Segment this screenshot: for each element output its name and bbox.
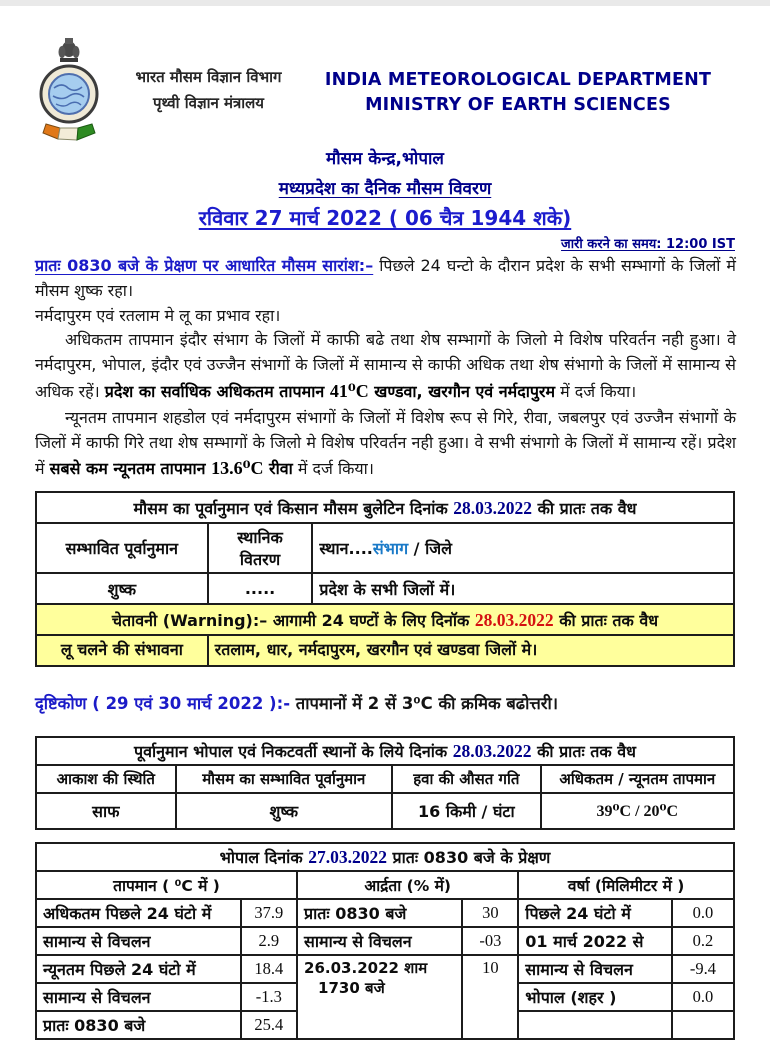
outlook-label: दृष्टिकोण ( 29 एवं 30 मार्च 2022 ):- — [35, 694, 291, 714]
forecast-col1-header: सम्भावित पूर्वानुमान — [36, 523, 208, 573]
scan-edge — [0, 0, 770, 6]
temp-value: 25.4 — [241, 1011, 298, 1039]
empty-cell — [672, 1011, 734, 1039]
temp-value: 18.4 — [241, 955, 298, 983]
distribution-value: ..... — [208, 573, 313, 604]
observation-title-row — [36, 843, 734, 871]
forecast-header-row — [36, 523, 734, 573]
temp-value: 2.9 — [241, 927, 298, 955]
temp-label: न्यूनतम पिछले 24 घंटो में — [36, 955, 241, 983]
max-temp-paragraph: अधिकतम तापमान इंदौर संभाग के जिलों में काफी बढे तथा शेष सम्भागों के जिलो मे विशेष परिवर्तन नही हुआ। वे नर्मदापुरम, भोपाल, इंदौर एवं उज्जैन संभागों के जिलों में सामान्य से काफी अधिक तथा शेष संभागो के जिलों में सामान्य से अधिक रहें। प्रदेश का सर्वाधिक अधिकतम तापमान 41⁰C खण्डवा, खरगौन एवं नर्मदापुरम में दर्ज किया। — [35, 330, 736, 401]
rain-label: भोपाल (शहर ) — [518, 983, 672, 1011]
warning-data-row — [36, 635, 734, 666]
weather-center-name: मौसम केन्द्र,भोपाल — [326, 149, 444, 169]
rain-value: 0.0 — [672, 899, 734, 927]
forecast-value: शुष्क — [36, 573, 208, 604]
temp-label: सामान्य से विचलन — [36, 983, 241, 1011]
observation-group-header-row — [36, 871, 734, 899]
forecast-col3-header: स्थान....संभाग / जिले — [312, 523, 734, 573]
sky-value: साफ — [36, 793, 176, 829]
org-english-line2: MINISTRY OF EARTH SCIENCES — [365, 95, 671, 115]
rain-value: -9.4 — [672, 955, 734, 983]
summary-paragraph-1: प्रातः 0830 बजे के प्रेक्षण पर आधारित मौसम सारांश:– पिछले 24 घन्टो के दौरान प्रदेश के सभी सम्भागों के जिलों में मौसम शुष्क रहा। — [35, 256, 737, 300]
bhopal-forecast-title: पूर्वानुमान भोपाल एवं निकटवर्ती स्थानों के लिये दिनांक 28.03.2022 की प्रातः तक वैध — [36, 737, 734, 765]
org-name-english — [301, 68, 735, 119]
wind-value: 16 किमी / घंटा — [392, 793, 541, 829]
outlook-text: तापमानों में 2 सें 3⁰C की क्रमिक बढोत्तरी। — [290, 694, 559, 714]
temp-label: सामान्य से विचलन — [36, 927, 241, 955]
empty-cell — [518, 1011, 672, 1039]
summary-lead: प्रातः 0830 बजे के प्रेक्षण पर आधारित मौसम सारांश:– — [35, 256, 374, 275]
temperature-group-header: तापमान ( ⁰C में ) — [36, 871, 297, 899]
forecast-data-row — [36, 573, 734, 604]
warning-event: लू चलने की संभावना — [36, 635, 208, 666]
bhopal-forecast-header-row — [36, 765, 734, 793]
humidity-label: सामान्य से विचलन — [297, 927, 462, 955]
bhopal-forecast-title-row — [36, 737, 734, 765]
outlook-line — [35, 691, 736, 714]
rain-group-header: वर्षा (मिलिमीटर में ) — [518, 871, 734, 899]
rain-label: पिछले 24 घंटो में — [518, 899, 672, 927]
warning-title: चेतावनी (Warning):– आगामी 24 घण्टों के लिए दिनॉक 28.03.2022 की प्रातः तक वैध — [36, 604, 734, 635]
weather-header: मौसम का सम्भावित पूर्वानुमान — [176, 765, 392, 793]
rain-value: 0.0 — [672, 983, 734, 1011]
sambhag-link: संभाग — [372, 539, 409, 559]
weather-summary — [35, 254, 736, 483]
forecast-table-title: मौसम का पूर्वानुमान एवं किसान मौसम बुलेटिन दिनांक 28.03.2022 की प्रातः तक वैध — [36, 492, 734, 523]
forecast-col2-header: स्थानिक वितरण — [208, 523, 313, 573]
weather-value: शुष्क — [176, 793, 392, 829]
bulletin-date-line: रविवार 27 मार्च 2022 ( 06 चैत्र 1944 शके) — [198, 206, 572, 230]
rain-label: सामान्य से विचलन — [518, 955, 672, 983]
org-hindi-line1: भारत मौसम विज्ञान विभाग — [135, 67, 282, 86]
rain-label: 01 मार्च 2022 से — [518, 927, 672, 955]
temp-value: 39⁰C / 20⁰C — [541, 793, 734, 829]
summary-paragraph-2: नर्मदापुरम एवं रतलाम मे लू का प्रभाव रहा। — [35, 305, 281, 325]
rain-value: 0.2 — [672, 927, 734, 955]
place-value: प्रदेश के सभी जिलों में। — [312, 573, 734, 604]
humidity-value: 30 — [462, 899, 518, 927]
observation-row-2 — [36, 927, 734, 955]
observation-row-1 — [36, 899, 734, 927]
sky-header: आकाश की स्थिति — [36, 765, 176, 793]
org-english-line1: INDIA METEOROLOGICAL DEPARTMENT — [324, 69, 712, 90]
temp-value: 37.9 — [241, 899, 298, 927]
issue-time: जारी करने का समय: 12:00 IST — [561, 237, 735, 252]
humidity-evening-label: 26.03.2022 शाम 1730 बजे — [297, 955, 462, 1039]
bhopal-forecast-table — [35, 736, 735, 830]
org-hindi-line2: पृथ्वी विज्ञान मंत्रालय — [152, 94, 265, 112]
observation-table — [35, 842, 735, 1040]
org-name-hindi — [116, 64, 301, 117]
temp-label: अधिकतम पिछले 24 घंटो में — [36, 899, 241, 927]
temp-value: -1.3 — [241, 983, 298, 1011]
humidity-value: -03 — [462, 927, 518, 955]
document-header — [38, 36, 735, 144]
bulletin-title: मध्यप्रदेश का दैनिक मौसम विवरण — [278, 179, 492, 199]
humidity-evening-value: 10 — [462, 955, 518, 1039]
observation-title: भोपाल दिनांक 27.03.2022 प्रातः 0830 बजे के प्रेक्षण — [36, 843, 734, 871]
temp-header: अधिकतम / न्यूनतम तापमान — [541, 765, 734, 793]
temp-label: प्रातः 0830 बजे — [36, 1011, 241, 1039]
min-temp-paragraph: न्यूनतम तापमान शहडोल एवं नर्मदापुरम संभागों के जिलों में विशेष रूप से गिरे, रीवा, जबलपुर एवं उज्जैन संभागों के जिलों में काफी गिरे तथा शेष सम्भागों के जिलो मे विशेष परिवर्तन नही हुआ। वे सभी संभागो के जिलों में सामान्य रहें। प्रदेश में सबसे कम न्यूनतम तापमान 13.6⁰C रीवा में दर्ज किया। — [35, 407, 736, 479]
warning-area: रतलाम, धार, नर्मदापुरम, खरगौन एवं खण्डवा जिलों मे। — [208, 635, 734, 666]
wind-header: हवा की औसत गति — [392, 765, 541, 793]
forecast-title-row — [36, 492, 734, 523]
humidity-label: प्रातः 0830 बजे — [297, 899, 462, 927]
humidity-group-header: आर्द्रता (% में) — [297, 871, 518, 899]
warning-title-row — [36, 604, 734, 635]
imd-logo-icon — [38, 36, 100, 144]
forecast-warning-table — [35, 491, 735, 667]
bhopal-forecast-data-row — [36, 793, 734, 829]
observation-row-3 — [36, 955, 734, 983]
